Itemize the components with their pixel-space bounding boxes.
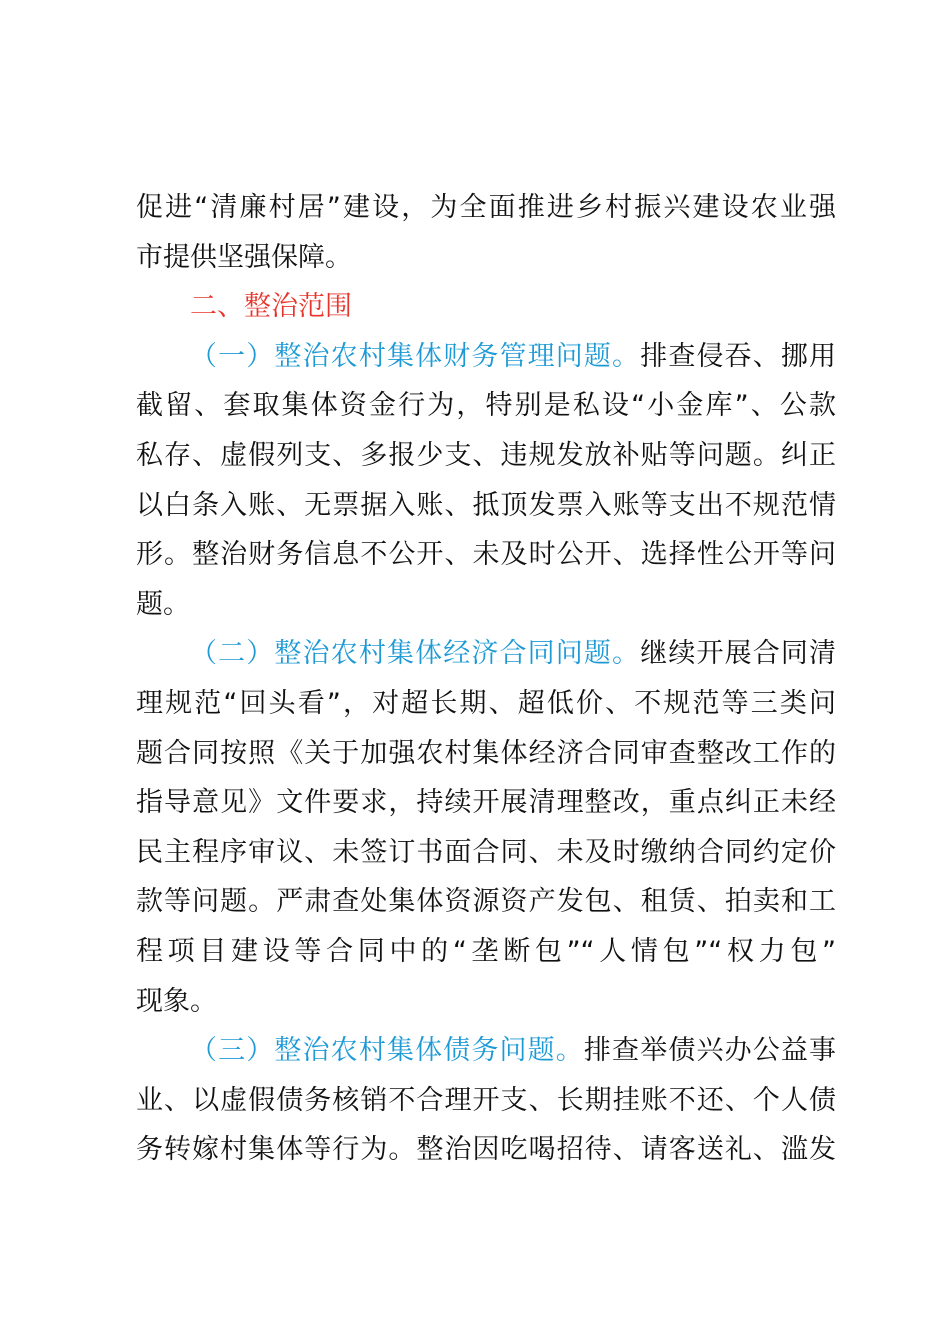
text-line	[136, 1026, 836, 1076]
text-line: 以白条入账、无票据入账、抵顶发票入账等支出不规范情	[136, 489, 836, 521]
paragraph-contracts	[136, 629, 836, 1026]
text-line: 私存、虚假列支、多报少支、违规发放补贴等问题。纠正	[136, 439, 836, 471]
paragraph-intro-tail	[136, 183, 836, 282]
text-run: 排查举债兴办公益事	[583, 1035, 837, 1067]
paragraph-debts	[136, 1026, 836, 1175]
text-line: 现象。	[136, 985, 217, 1017]
text-line: 题。	[136, 588, 190, 620]
text-line	[136, 332, 836, 382]
subsection-title: （一）整治农村集体财务管理问题。	[190, 340, 641, 372]
text-line: 业、以虚假债务核销不合理开支、长期挂账不还、个人债	[136, 1084, 836, 1116]
text-run: 排查侵吞、挪用	[640, 340, 837, 372]
text-line: 促进“清廉村居”建设，为全面推进乡村振兴建设农业强	[136, 192, 836, 223]
text-line: 款等问题。严肃查处集体资源资产发包、租赁、拍卖和工	[136, 886, 836, 918]
text-line: 截留、套取集体资金行为，特别是私设“小金库”、公款	[136, 390, 836, 422]
text-line: 形。整治财务信息不公开、未及时公开、选择性公开等问	[136, 539, 836, 571]
text-line: 题合同按照《关于加强农村集体经济合同审查整改工作的	[136, 737, 836, 769]
subsection-title: （二）整治农村集体经济合同问题。	[190, 638, 641, 670]
section-heading: 二、整治范围	[190, 291, 352, 323]
text-line: 民主程序审议、未签订书面合同、未及时缴纳合同约定价	[136, 836, 836, 868]
text-line: 市提供坚强保障。	[136, 241, 352, 273]
paragraph-finance	[136, 332, 836, 630]
text-line	[136, 629, 836, 679]
text-line: 务转嫁村集体等行为。整治因吃喝招待、请客送礼、滥发	[136, 1134, 836, 1166]
subsection-title: （三）整治农村集体债务问题。	[190, 1035, 584, 1067]
text-line: 程项目建设等合同中的“垄断包”“人情包”“权力包”	[136, 935, 836, 967]
document-body	[136, 183, 836, 1175]
text-line: 指导意见》文件要求，持续开展清理整改，重点纠正未经	[136, 787, 836, 819]
text-run: 继续开展合同清	[640, 638, 837, 670]
text-line: 理规范“回头看”，对超长期、超低价、不规范等三类问	[136, 687, 836, 719]
